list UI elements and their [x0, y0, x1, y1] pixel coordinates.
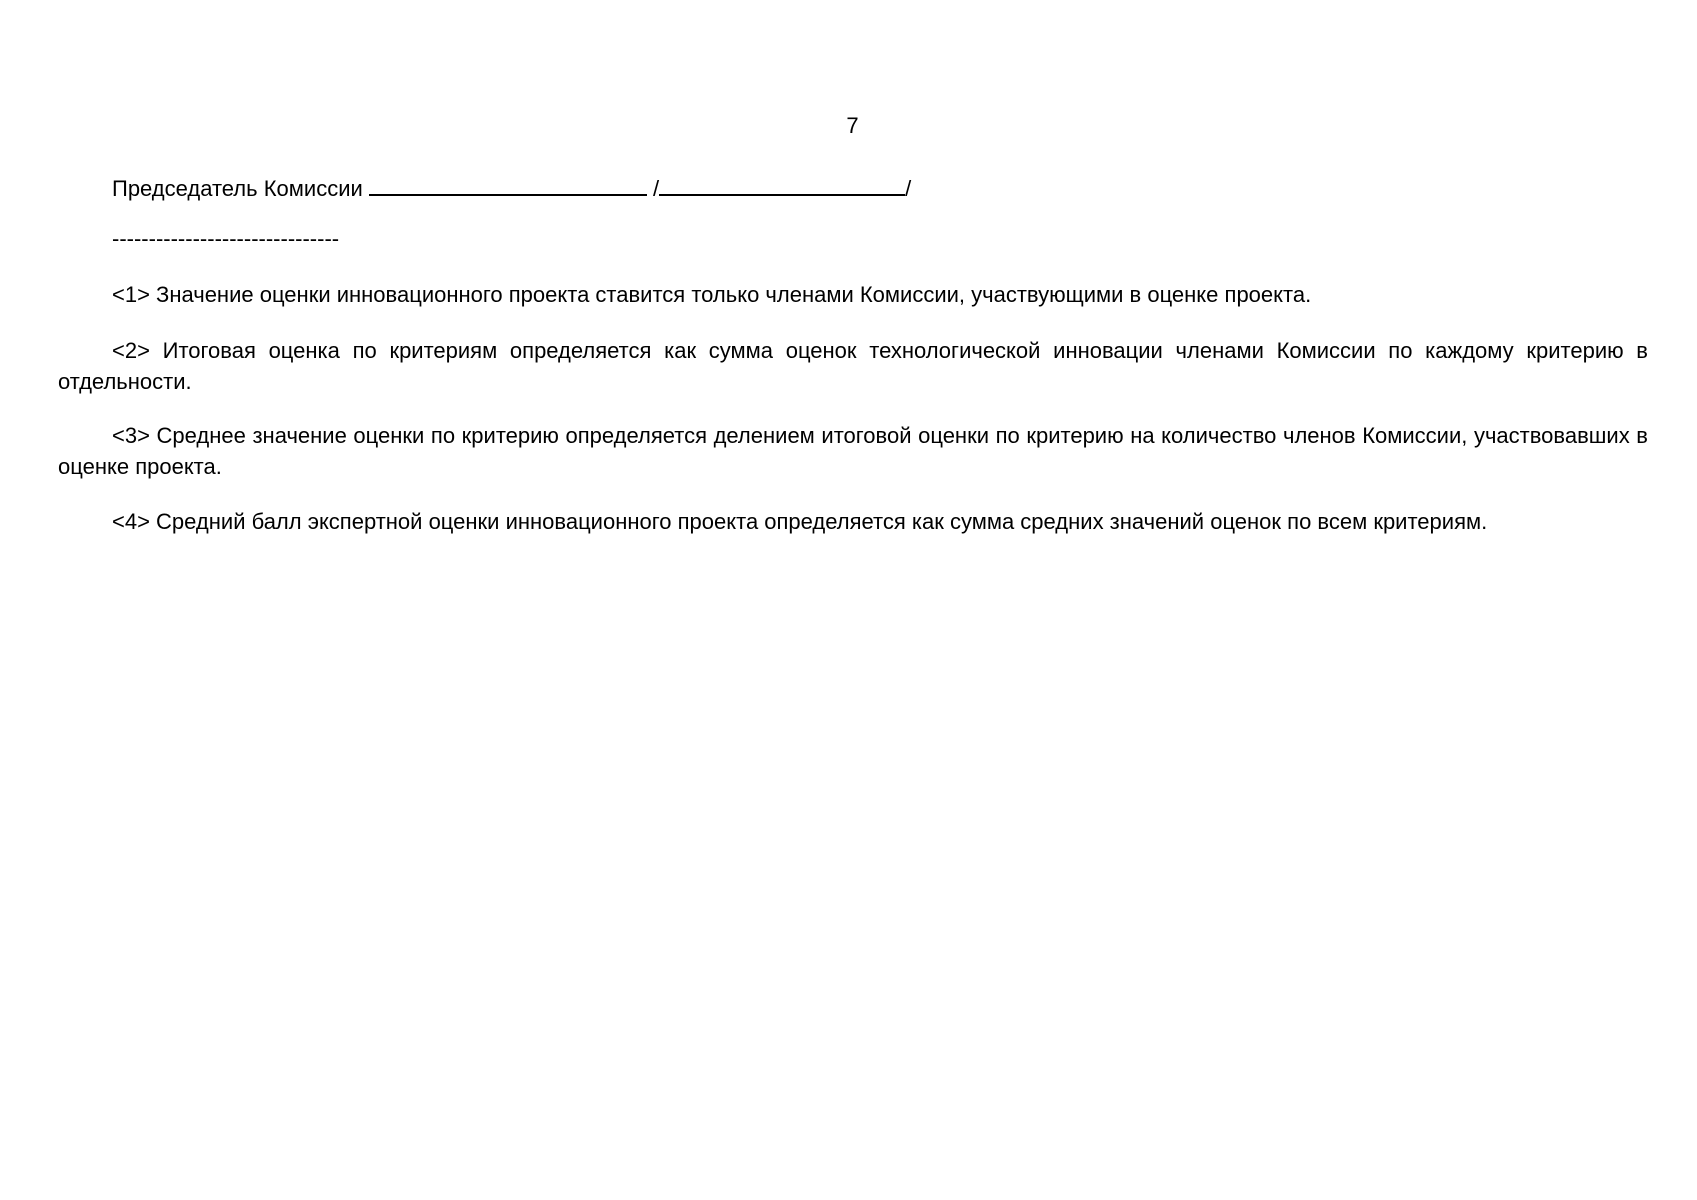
footnote-1: <1> Значение оценки инновационного проекта ставится только членами Комиссии, участвующими в оценке проекта. — [112, 282, 1312, 307]
footnote-3: <3> Среднее значение оценки по критерию определяется делением итоговой оценки по критерию на количество членов Комиссии, участвовавших в оценке проекта. — [58, 423, 1648, 479]
footnote-4: <4> Средний балл экспертной оценки инновационного проекта определяется как сумма средних значений оценок по всем критериям. — [112, 509, 1488, 534]
signature-blank — [369, 172, 647, 196]
slash-close: / — [905, 176, 912, 201]
name-blank — [659, 172, 905, 196]
chairman-signature-line — [112, 172, 911, 202]
page-number: 7 — [846, 113, 859, 138]
slash-open: / — [653, 176, 660, 201]
footnote-2: <2> Итоговая оценка по критериям определяется как сумма оценок технологической инновации членами Комиссии по каждому критерию в отдельности. — [58, 338, 1648, 394]
signature-label: Председатель Комиссии — [112, 176, 363, 201]
footnote-separator: ------------------------------- — [112, 226, 340, 251]
